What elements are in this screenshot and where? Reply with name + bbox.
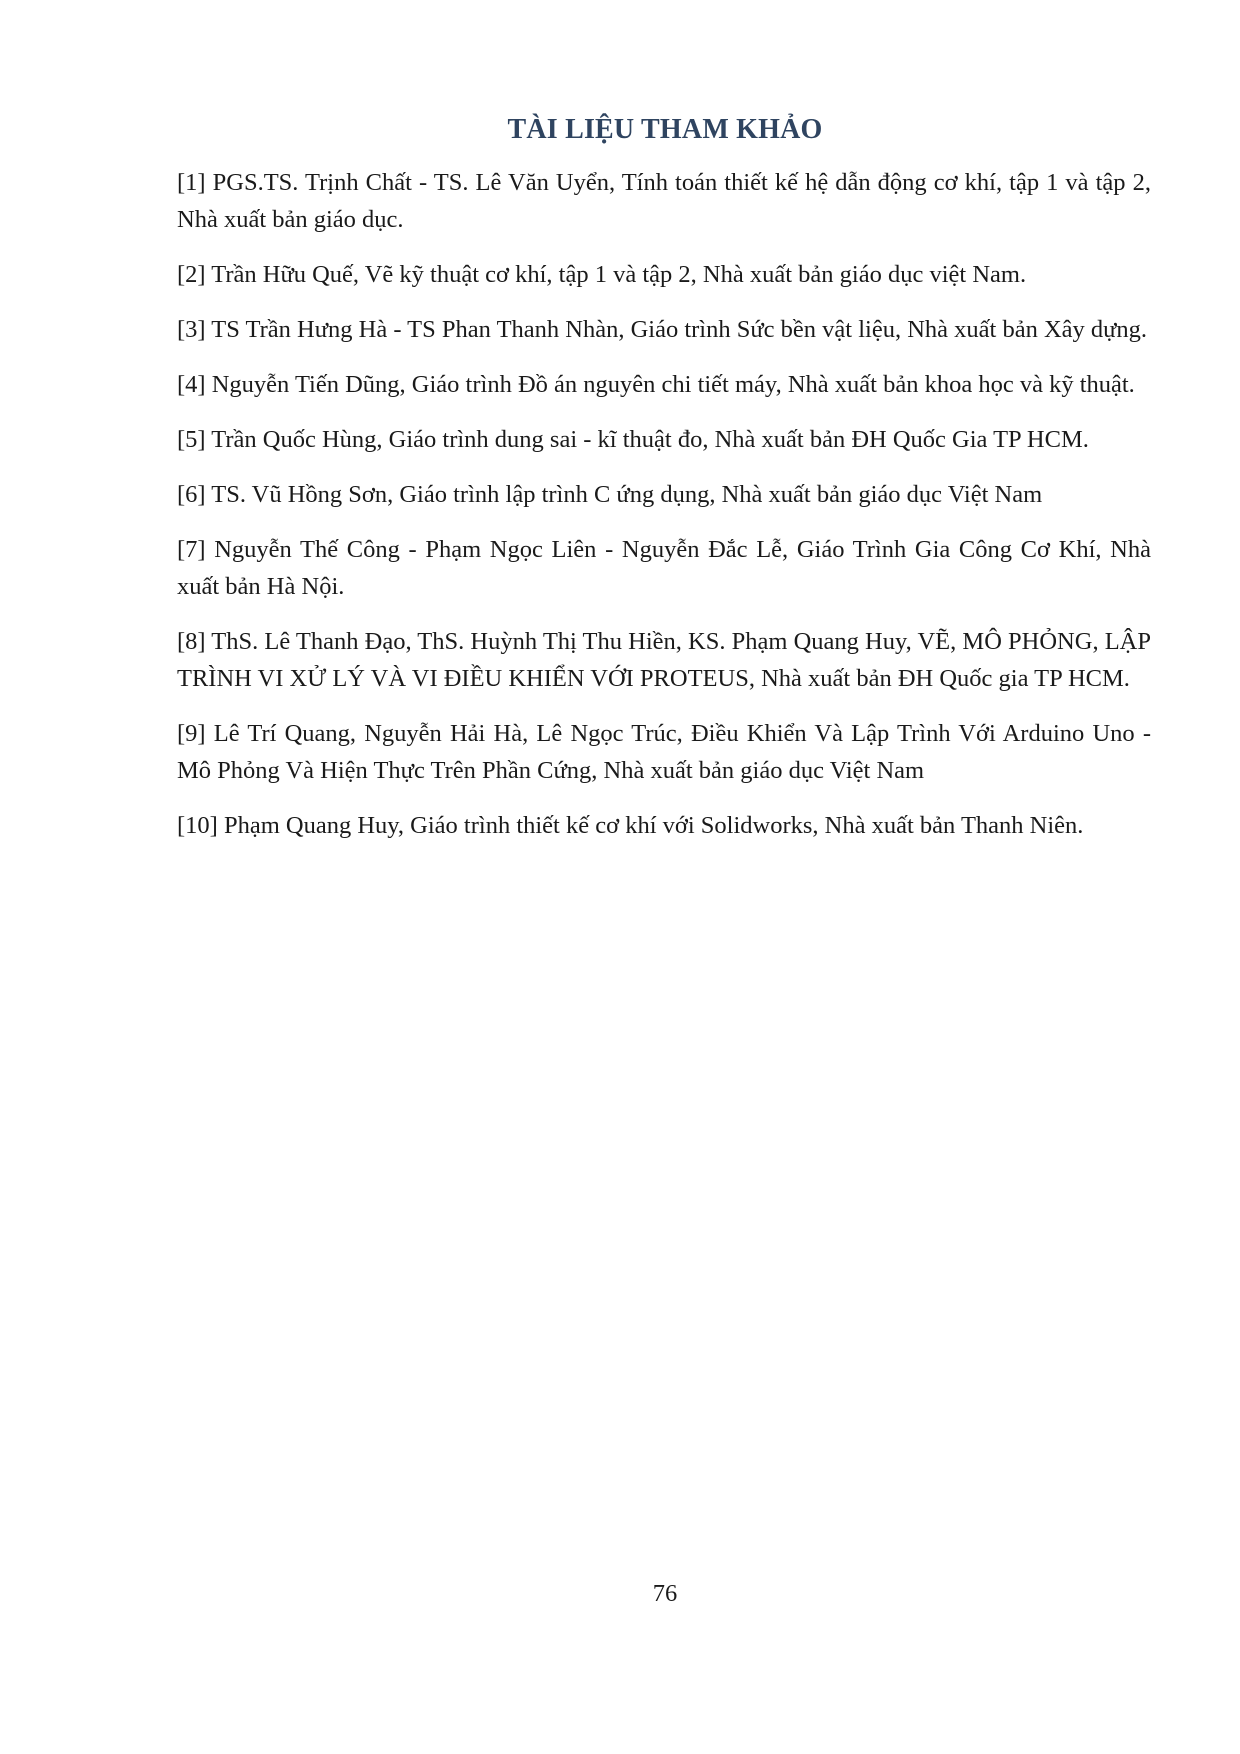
reference-item-2: [2] Trần Hữu Quế, Vẽ kỹ thuật cơ khí, tập 1 và tập 2, Nhà xuất bản giáo dục việt Nam.	[177, 261, 1027, 288]
reference-item-9: [9] Lê Trí Quang, Nguyễn Hải Hà, Lê Ngọc Trúc, Điều Khiển Và Lập Trình Với Arduino Uno - Mô Phỏng Và Hiện Thực Trên Phần Cứng, Nhà xuất bản giáo dục Việt Nam	[177, 720, 1151, 784]
reference-item-5: [5] Trần Quốc Hùng, Giáo trình dung sai - kĩ thuật đo, Nhà xuất bản ĐH Quốc Gia TP HCM.	[177, 426, 1089, 453]
reference-item-6: [6] TS. Vũ Hồng Sơn, Giáo trình lập trình C ứng dụng, Nhà xuất bản giáo dục Việt Nam	[177, 481, 1043, 508]
reference-item-3: [3] TS Trần Hưng Hà - TS Phan Thanh Nhàn, Giáo trình Sức bền vật liệu, Nhà xuất bản Xây dựng.	[177, 316, 1148, 343]
references-heading: TÀI LIỆU THAM KHẢO	[507, 114, 823, 145]
page-number: 76	[652, 1580, 678, 1607]
reference-item-10: [10] Phạm Quang Huy, Giáo trình thiết kế cơ khí với Solidworks, Nhà xuất bản Thanh Niên.	[177, 812, 1084, 839]
reference-item-1: [1] PGS.TS. Trịnh Chất - TS. Lê Văn Uyển, Tính toán thiết kế hệ dẫn động cơ khí, tập 1 và tập 2, Nhà xuất bản giáo dục.	[177, 169, 1151, 233]
reference-list	[177, 164, 1151, 862]
reference-item-4: [4] Nguyễn Tiến Dũng, Giáo trình Đồ án nguyên chi tiết máy, Nhà xuất bản khoa học và kỹ thuật.	[177, 371, 1135, 398]
reference-item-8: [8] ThS. Lê Thanh Đạo, ThS. Huỳnh Thị Thu Hiền, KS. Phạm Quang Huy, VẼ, MÔ PHỎNG, LẬP TRÌNH VI XỬ LÝ VÀ VI ĐIỀU KHIỂN VỚI PROTEUS, Nhà xuất bản ĐH Quốc gia TP HCM.	[177, 628, 1151, 692]
reference-item-7: [7] Nguyễn Thế Công - Phạm Ngọc Liên - Nguyễn Đắc Lễ, Giáo Trình Gia Công Cơ Khí, Nhà xuất bản Hà Nội.	[177, 536, 1151, 600]
